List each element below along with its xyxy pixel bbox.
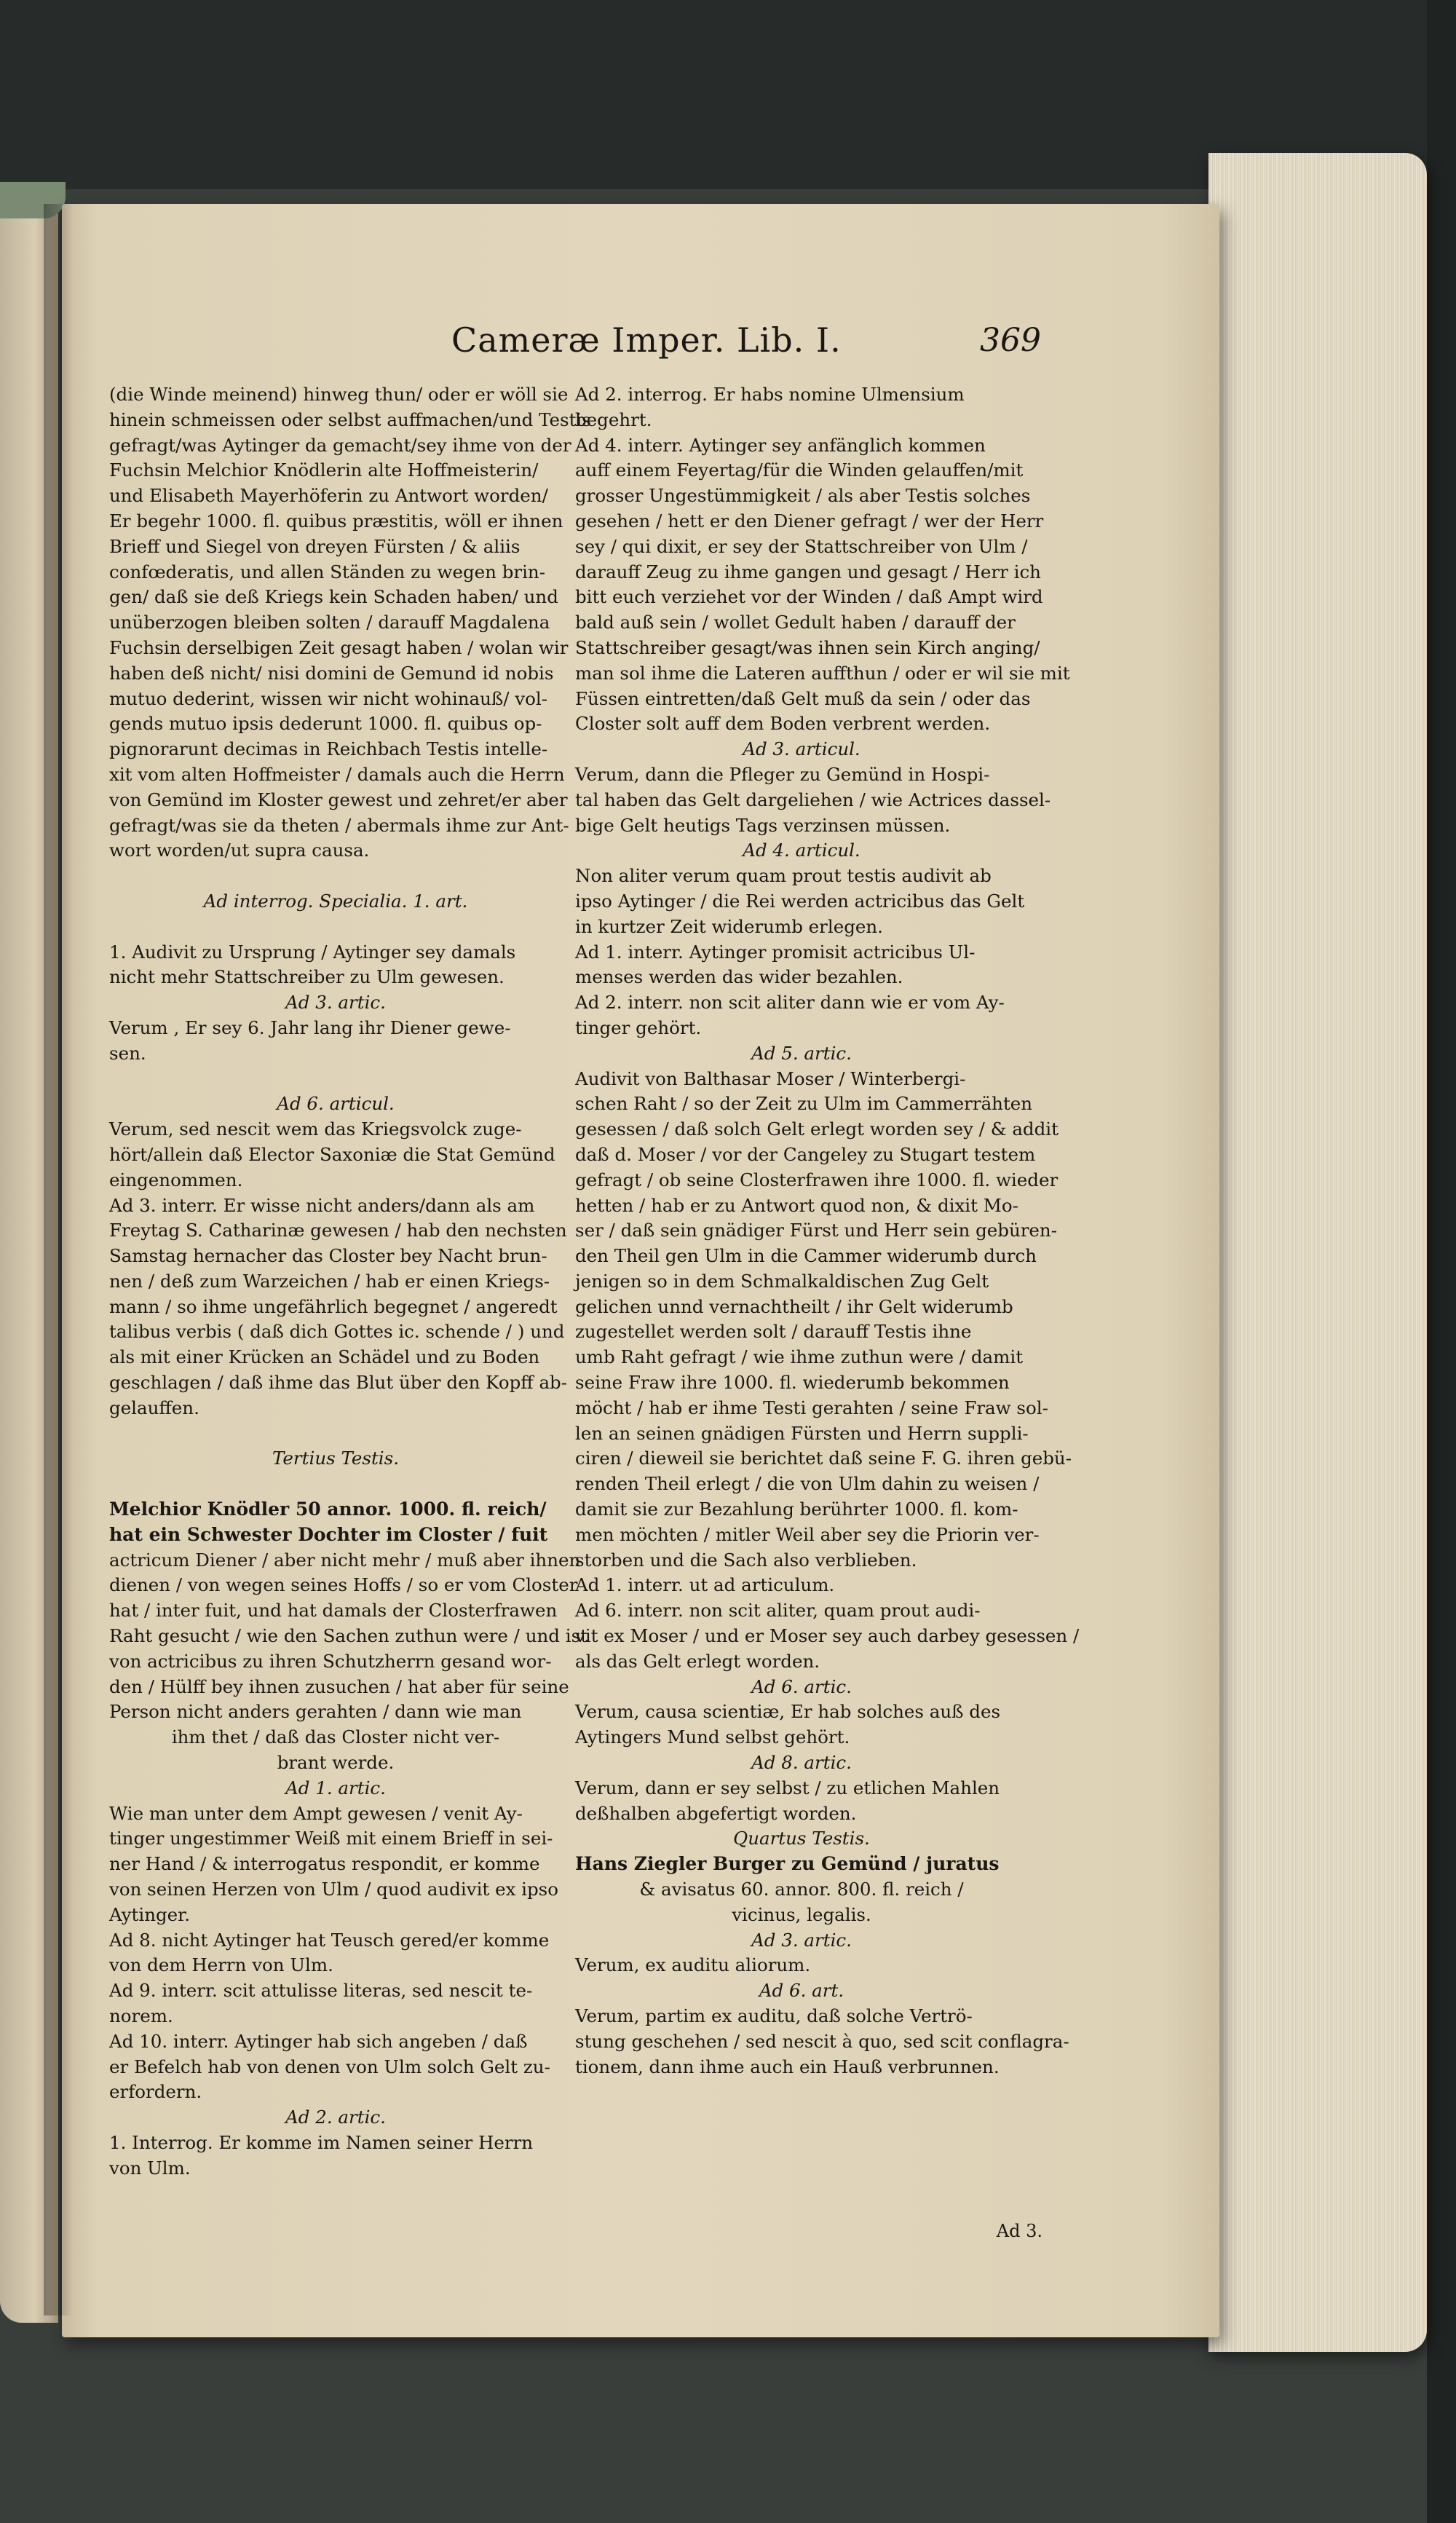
text-line: ihm thet / daß das Closter nicht ver- [171,1726,500,1748]
left-column [109,382,591,2182]
text-line: 1. Interrog. Er komme im Namen seiner Herrn [109,2131,534,2153]
text-line: möcht / hab er ihme Testi gerahten / seine Fraw sol- [575,1397,1048,1418]
text-line: gelichen unnd vernachtheilt / ihr Gelt widerumb [575,1295,1013,1317]
text-line [109,864,562,889]
text-line: Ad 6. articul. [277,1093,395,1115]
text-line: Freytag S. Catharinæ gewesen / hab den nechsten [109,1220,567,1241]
text-line: mutuo dederint, wissen wir nicht wohinauß/ vol- [109,687,547,709]
text-line: hört/allein daß Elector Saxoniæ die Stat Gemünd [109,1143,555,1165]
text-line: storben und die Sach also verblieben. [575,1549,917,1571]
text-line: Ad 1. artic. [285,1777,386,1799]
text-line: gesessen / daß solch Gelt erlegt worden sey / & addit [575,1118,1059,1140]
text-line: deßhalben abgefertigt worden. [575,1802,857,1824]
text-line: den Theil gen Ulm in die Cammer widerumb durch [575,1245,1037,1267]
text-line: seine Fraw ihre 1000. fl. wiederumb bekommen [575,1372,1010,1394]
text-line: von Ulm. [109,2157,191,2179]
text-line: menses werden das wider bezahlen. [575,966,903,988]
text-line: dienen / von wegen seines Hoffs / so er vom Closter [109,1574,578,1596]
background-edge [1427,0,1456,2523]
text-line: (die Winde meinend) hinweg thun/ oder er wöll sie [109,384,569,405]
text-line: bitt euch verziehet vor der Winden / daß Ampt wird [575,586,1043,608]
text-line: Verum, partim ex auditu, daß solche Vertrö- [575,2005,973,2026]
text-line: actricum Diener / aber nicht mehr / muß aber ihnen [109,1549,581,1571]
text-line: norem. [109,2005,173,2026]
text-line: Ad 10. interr. Aytinger hab sich angeben / daß [109,2030,528,2052]
text-line: eingenommen. [109,1169,243,1191]
text-line: Ad 2. interr. non scit aliter dann wie er vom Ay- [575,992,1005,1014]
text-line: Ad 3. articul. [743,738,860,760]
text-line: gelauffen. [109,1397,199,1418]
text-line: nicht mehr Stattschreiber zu Ulm gewesen. [109,966,505,988]
text-line: umb Raht gefragt / wie ihme zuthun were / damit [575,1346,1024,1368]
text-line: als das Gelt erlegt worden. [575,1650,820,1672]
text-line: Verum, causa scientiæ, Er hab solches auß des [575,1701,1001,1723]
text-line: mann / so ihme ungefährlich begegnet / angeredt [109,1295,558,1317]
text-line: gefragt / ob seine Closterfrawen ihre 1000. fl. wieder [575,1169,1059,1191]
text-line: vit ex Moser / und er Moser sey auch darbey gesessen / [575,1625,1080,1647]
text-line: daß d. Moser / vor der Cangeley zu Stugart testem [575,1143,1036,1165]
text-line: stung geschehen / sed nescit à quo, sed scit conflagra- [575,2030,1069,2052]
text-line: Ad 2. interrog. Er habs nomine Ulmensium [575,384,965,405]
text-line: talibus verbis ( daß dich Gottes ic. schende / ) und [109,1321,565,1343]
text-line: vicinus, legalis. [732,1903,871,1925]
text-line: Ad 6. interr. non scit aliter, quam prout audi- [575,1600,981,1622]
text-line: Stattschreiber gesagt/was ihnen sein Kirch anging/ [575,636,1040,658]
text-line [109,915,562,940]
text-line: in kurtzer Zeit widerumb erlegen. [575,915,883,937]
text-line: ser / daß sein gnädiger Fürst und Herr sein gebüren- [575,1220,1057,1241]
page-number: 369 [980,322,1041,359]
text-line: Person nicht anders gerahten / dann wie man [109,1701,522,1723]
text-line: gesehen / hett er den Diener gefragt / wer der Herr [575,510,1044,532]
text-line: haben deß nicht/ nisi domini de Gemund id nobis [109,662,554,684]
text-line: Quartus Testis. [733,1828,870,1849]
text-line: Ad interrog. Specialia. 1. art. [203,890,468,912]
text-line: geschlagen / daß ihme das Blut über den Kopff ab- [109,1372,568,1394]
text-line: Samstag hernacher das Closter bey Nacht brun- [109,1245,547,1267]
text-line: Aytinger. [109,1903,190,1925]
text-line: Non aliter verum quam prout testis audivit ab [575,865,992,887]
text-line: grosser Ungestümmigkeit / als aber Testis solches [575,485,1031,507]
text-line: Verum, dann er sey selbst / zu etlichen Mahlen [575,1777,1000,1799]
text-line: bald auß sein / wollet Gedult haben / darauff der [575,612,1016,633]
text-line: tinger ungestimmer Weiß mit einem Brieff in sei- [109,1828,553,1849]
text-line: Brieff und Siegel von dreyen Fürsten / & aliis [109,535,521,557]
text-line: Ad 3. artic. [285,992,386,1014]
text-line: gends mutuo ipsis dederunt 1000. fl. quibus op- [109,713,542,735]
text-line: pignorarunt decimas in Reichbach Testis intelle- [109,738,548,760]
text-line: unüberzogen bleiben solten / darauff Magdalena [109,612,550,633]
catchword: Ad 3. [996,2221,1042,2241]
text-line: Verum , Er sey 6. Jahr lang ihr Diener gewe- [109,1016,511,1038]
page-header [109,313,1048,379]
text-line: tinger gehört. [575,1016,702,1038]
text-line: zugestellet werden solt / darauff Testis ihne [575,1321,972,1343]
text-line: xit vom alten Hoffmeister / damals auch die Herrn [109,763,565,785]
text-line: erfordern. [109,2081,202,2103]
text-line: ciren / dieweil sie berichtet daß seine F. G. ihren gebü- [575,1448,1072,1469]
text-line: brant werde. [277,1752,395,1774]
gutter-shadow [44,204,73,2315]
text-line: Ad 9. interr. scit attulisse literas, sed nescit te- [109,1980,533,2002]
text-line: man sol ihme die Lateren auffthun / oder er wil sie mit [575,662,1070,684]
text-line: Melchior Knödler 50 annor. 1000. fl. reich/ [109,1499,547,1520]
text-line: Ad 3. interr. Er wisse nicht anders/dann als am [109,1194,535,1216]
text-line: wort worden/ut supra causa. [109,840,370,861]
text-line: er Befelch hab von denen von Ulm solch Gelt zu- [109,2056,550,2077]
text-line: Füssen eintretten/daß Gelt muß da sein / oder das [575,687,1031,709]
text-line: darauff Zeug zu ihme gangen und gesagt / Herr ich [575,561,1041,583]
text-line: Ad 4. articul. [743,840,860,861]
text-line: Ad 8. nicht Aytinger hat Teusch gered/er komme [109,1929,550,1951]
text-line [109,1067,562,1092]
text-line: tionem, dann ihme auch ein Hauß verbrunnen. [575,2056,1000,2077]
text-line: Closter solt auff dem Boden verbrent werden. [575,713,991,735]
text-line: Aytingers Mund selbst gehört. [575,1726,850,1748]
text-line: Fuchsin Melchior Knödlerin alte Hoffmeisterin/ [109,459,539,481]
text-line: als mit einer Krücken an Schädel und zu Boden [109,1346,540,1368]
text-line: jenigen so in dem Schmalkaldischen Zug Gelt [575,1270,989,1292]
text-line: Ad 6. art. [759,1980,844,2002]
text-line: bige Gelt heutigs Tags verzinsen müssen. [575,814,951,836]
text-line: sen. [109,1042,146,1064]
text-line: auff einem Feyertag/für die Winden gelauffen/mit [575,459,1024,481]
text-line: Fuchsin derselbigen Zeit gesagt haben / wolan wir [109,636,569,658]
text-line [109,1472,562,1497]
text-line: hat ein Schwester Dochter im Closter / fuit [109,1523,548,1545]
text-line: & avisatus 60. annor. 800. fl. reich / [639,1879,964,1900]
text-line: schen Raht / so der Zeit zu Ulm im Cammerrähten [575,1093,1033,1115]
text-line: Tertius Testis. [272,1448,400,1469]
text-line: len an seinen gnädigen Fürsten und Herrn suppli- [575,1422,1029,1444]
text-line: Wie man unter dem Ampt gewesen / venit Ay- [109,1802,523,1824]
text-line: Er begehr 1000. fl. quibus præstitis, wöll er ihnen [109,510,563,532]
text-line: Ad 1. interr. ut ad articulum. [575,1574,835,1596]
text-line: damit sie zur Bezahlung berührter 1000. fl. kom- [575,1499,1018,1520]
text-line: 1. Audivit zu Ursprung / Aytinger sey damals [109,941,516,963]
text-line: Ad 5. artic. [751,1042,852,1064]
running-head: Cameræ Imper. Lib. I. [451,320,842,360]
text-line: von seinen Herzen von Ulm / quod audivit ex ipso [109,1879,559,1900]
text-line: gefragt/was sie da theten / abermals ihme zur Ant- [109,814,569,836]
text-line: Verum, ex auditu aliorum. [575,1954,811,1976]
text-line: begehrt. [575,408,652,430]
text-line: sey / qui dixit, er sey der Stattschreiber von Ulm / [575,535,1028,557]
text-line: Ad 1. interr. Aytinger promisit actricibus Ul- [575,941,976,963]
text-line: Verum, sed nescit wem das Kriegsvolck zuge- [109,1118,522,1140]
text-line: hat / inter fuit, und hat damals der Closterfrawen [109,1600,558,1622]
text-line: ner Hand / & interrogatus respondit, er komme [109,1853,540,1875]
text-line: Raht gesucht / wie den Sachen zuthun were / und ist [109,1625,587,1647]
text-line: Ad 8. artic. [751,1752,852,1774]
text-line: hetten / hab er zu Antwort quod non, & dixit Mo- [575,1194,1018,1216]
text-line: Ad 3. artic. [751,1929,852,1951]
text-line: gefragt/was Aytinger da gemacht/sey ihme von der [109,434,571,456]
text-line: Ad 2. artic. [285,2107,386,2128]
text-line: nen / deß zum Warzeichen / hab er einen Kriegs- [109,1270,550,1292]
right-column [575,382,1080,2080]
text-line: Ad 4. interr. Aytinger sey anfänglich kommen [575,434,986,456]
text-line: hinein schmeissen oder selbst auffmachen/und Testis [109,408,591,430]
text-line: men möchten / mitler Weil aber sey die Priorin ver- [575,1523,1040,1545]
text-line: ipso Aytinger / die Rei werden actricibus das Gelt [575,890,1025,912]
page-edges-stack [1208,153,1427,2352]
text-line: Ad 6. artic. [751,1675,852,1697]
text-line: tal haben das Gelt dargeliehen / wie Actrices dassel- [575,789,1051,810]
text-line: von actricibus zu ihren Schutzherrn gesand wor- [109,1650,552,1672]
text-line: renden Theil erlegt / die von Ulm dahin zu weisen / [575,1473,1040,1495]
text-line: Hans Ziegler Burger zu Gemünd / juratus [575,1853,1000,1875]
text-line: Audivit von Balthasar Moser / Winterbergi- [575,1067,966,1089]
text-line: von dem Herrn von Ulm. [109,1954,333,1976]
text-line [109,1421,562,1447]
text-line: von Gemünd im Kloster gewest und zehret/er aber [109,789,568,810]
text-line: den / Hülff bey ihnen zusuchen / hat aber für seine [109,1675,569,1697]
text-line: confœderatis, und allen Ständen zu wegen brin- [109,561,545,583]
page-text-area [109,313,1080,2279]
text-line: gen/ daß sie deß Kriegs kein Schaden haben/ und [109,586,558,608]
text-line: Verum, dann die Pfleger zu Gemünd in Hospi- [575,763,990,785]
text-line: und Elisabeth Mayerhöferin zu Antwort worden/ [109,485,548,507]
